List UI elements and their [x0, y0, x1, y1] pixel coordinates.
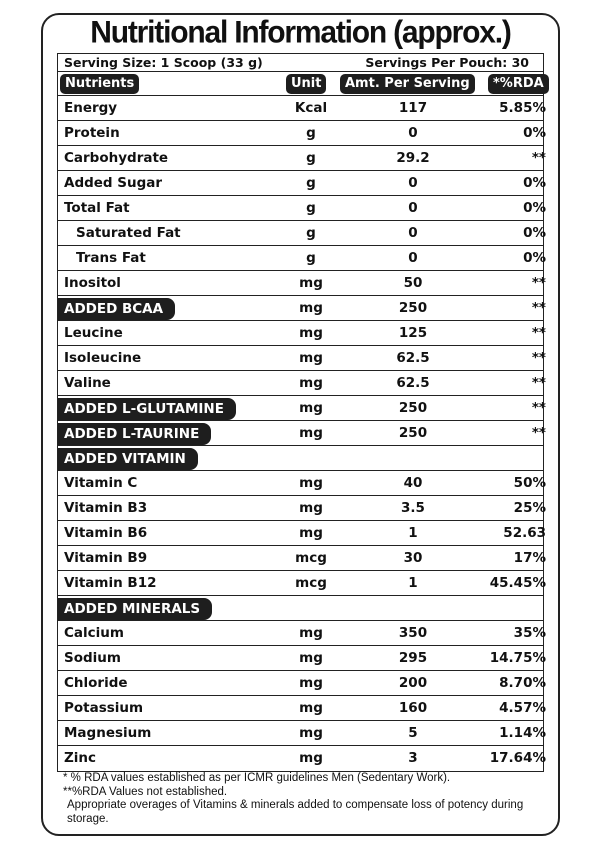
nutrient-amount: 0 — [408, 225, 418, 241]
nutrient-unit: mg — [299, 700, 323, 716]
table-row — [58, 546, 546, 571]
nutrient-rda: 52.63 — [503, 525, 546, 541]
table-row — [58, 746, 546, 771]
nutrient-amount: 117 — [398, 100, 428, 116]
nutrient-amount: 3 — [408, 750, 418, 766]
nutrient-unit: mg — [299, 500, 323, 516]
table-row — [58, 346, 546, 371]
nutrient-amount: 250 — [398, 425, 428, 441]
nutrient-amount: 30 — [403, 550, 423, 566]
nutrient-name: Added Sugar — [64, 175, 163, 191]
nutrient-unit: mg — [299, 650, 323, 666]
nutrient-rda: 45.45% — [489, 575, 546, 591]
section-row — [58, 396, 546, 421]
table-body — [58, 96, 546, 771]
nutrient-amount: 3.5 — [401, 500, 425, 516]
nutrient-amount: 29.2 — [396, 150, 430, 166]
nutrient-rda: ** — [531, 400, 546, 416]
nutrient-rda: 35% — [513, 625, 546, 641]
nutrient-unit: g — [306, 125, 316, 141]
nutrient-name: Sodium — [64, 650, 121, 666]
table-row — [58, 371, 546, 396]
nutrition-label — [41, 13, 560, 836]
table-row — [58, 721, 546, 746]
nutrient-name: Vitamin C — [64, 475, 138, 491]
table-row — [58, 521, 546, 546]
nutrient-unit: mg — [299, 350, 323, 366]
nutrient-name: Trans Fat — [76, 250, 146, 266]
nutrient-amount: 295 — [398, 650, 428, 666]
header-amount: Amt. Per Serving — [340, 74, 475, 94]
table-row — [58, 671, 546, 696]
nutrient-rda: ** — [531, 425, 546, 441]
nutrient-amount: 40 — [403, 475, 423, 491]
nutrient-unit: g — [306, 225, 316, 241]
header-rda: *%RDA — [488, 74, 549, 94]
nutrient-name: Inositol — [64, 275, 121, 291]
nutrient-name: Vitamin B12 — [64, 575, 157, 591]
nutrient-unit: mg — [299, 525, 323, 541]
section-label: ADDED L-GLUTAMINE — [58, 398, 236, 420]
table-row — [58, 246, 546, 271]
section-row — [58, 421, 546, 446]
nutrient-unit: mg — [299, 725, 323, 741]
header-unit: Unit — [286, 74, 326, 94]
table-row — [58, 646, 546, 671]
nutrient-name: Total Fat — [64, 200, 130, 216]
nutrient-rda: 17.64% — [489, 750, 546, 766]
nutrient-amount: 250 — [398, 300, 428, 316]
nutrient-unit: mg — [299, 300, 323, 316]
footnote-rda: * % RDA values established as per ICMR guidelines Men (Sedentary Work). — [63, 772, 451, 784]
nutrient-rda: 0% — [523, 250, 546, 266]
nutrient-name: Vitamin B6 — [64, 525, 148, 541]
section-row — [58, 446, 543, 471]
table-row — [58, 146, 546, 171]
nutrient-rda: 0% — [523, 200, 546, 216]
nutrient-unit: Kcal — [294, 100, 328, 116]
section-row — [58, 296, 546, 321]
nutrient-name: Vitamin B3 — [64, 500, 148, 516]
nutrient-rda: 25% — [513, 500, 546, 516]
nutrient-amount: 50 — [403, 275, 423, 291]
nutrient-name: Valine — [64, 375, 111, 391]
nutrient-amount: 200 — [398, 675, 428, 691]
section-label: ADDED BCAA — [58, 298, 175, 320]
nutrient-amount: 62.5 — [396, 350, 430, 366]
serving-info — [58, 54, 543, 72]
table-row — [58, 321, 546, 346]
table-header — [58, 72, 543, 96]
nutrient-rda: 5.85% — [499, 100, 546, 116]
table-row — [58, 221, 546, 246]
table-row — [58, 121, 546, 146]
nutrient-amount: 1 — [408, 525, 418, 541]
table-row — [58, 571, 546, 596]
nutrient-name: Zinc — [64, 750, 97, 766]
table-row — [58, 171, 546, 196]
nutrient-name: Potassium — [64, 700, 144, 716]
nutrient-amount: 0 — [408, 200, 418, 216]
nutrient-amount: 125 — [398, 325, 428, 341]
nutrient-amount: 0 — [408, 125, 418, 141]
section-row — [58, 596, 543, 621]
nutrient-rda: 1.14% — [499, 725, 546, 741]
table-row — [58, 696, 546, 721]
nutrient-unit: mg — [299, 375, 323, 391]
nutrient-amount: 5 — [408, 725, 418, 741]
table-row — [58, 196, 546, 221]
nutrient-unit: g — [306, 250, 316, 266]
nutrient-amount: 0 — [408, 250, 418, 266]
nutrient-unit: mg — [299, 325, 323, 341]
nutrient-rda: ** — [531, 325, 546, 341]
nutrient-unit: mg — [299, 275, 323, 291]
nutrition-table — [57, 54, 544, 772]
nutrient-name: Magnesium — [64, 725, 152, 741]
table-row — [58, 621, 546, 646]
nutrient-unit: g — [306, 200, 316, 216]
footnotes — [63, 772, 544, 826]
nutrient-name: Chloride — [64, 675, 128, 691]
nutrient-rda: 8.70% — [499, 675, 546, 691]
nutrient-name: Isoleucine — [64, 350, 142, 366]
nutrient-amount: 1 — [408, 575, 418, 591]
label-title: Nutritional Information (approx.) — [90, 15, 511, 50]
nutrient-rda: ** — [531, 375, 546, 391]
nutrient-amount: 62.5 — [396, 375, 430, 391]
nutrient-rda: 4.57% — [499, 700, 546, 716]
nutrient-rda: 50% — [513, 475, 546, 491]
nutrient-unit: g — [306, 175, 316, 191]
nutrient-rda: 14.75% — [489, 650, 546, 666]
section-label: ADDED MINERALS — [58, 598, 212, 620]
nutrient-unit: mg — [299, 475, 323, 491]
nutrient-rda: ** — [531, 275, 546, 291]
footnote-overages: Appropriate overages of Vitamins & minerals added to compensate loss of potency during storage. — [67, 799, 524, 825]
nutrient-name: Carbohydrate — [64, 150, 169, 166]
nutrient-rda: ** — [531, 300, 546, 316]
footnote-not-established: **%RDA Values not established. — [63, 785, 228, 798]
nutrient-unit: mg — [299, 625, 323, 641]
nutrient-unit: mcg — [295, 575, 327, 591]
nutrient-name: Vitamin B9 — [64, 550, 148, 566]
nutrient-name: Leucine — [64, 325, 123, 341]
nutrient-rda: ** — [531, 150, 546, 166]
servings-per-pouch: Servings Per Pouch: 30 — [365, 55, 529, 70]
table-row — [58, 271, 546, 296]
nutrient-rda: 17% — [513, 550, 546, 566]
nutrient-amount: 350 — [398, 625, 428, 641]
nutrient-amount: 160 — [398, 700, 428, 716]
section-label: ADDED L-TAURINE — [58, 423, 211, 445]
nutrient-amount: 0 — [408, 175, 418, 191]
nutrient-unit: mg — [299, 425, 323, 441]
nutrient-amount: 250 — [398, 400, 428, 416]
nutrient-unit: mcg — [295, 550, 327, 566]
nutrient-name: Energy — [64, 100, 118, 116]
nutrient-rda: ** — [531, 350, 546, 366]
nutrient-name: Protein — [64, 125, 120, 141]
table-row — [58, 471, 546, 496]
table-row — [58, 96, 546, 121]
nutrient-rda: 0% — [523, 175, 546, 191]
nutrient-rda: 0% — [523, 125, 546, 141]
nutrient-unit: mg — [299, 750, 323, 766]
nutrient-rda: 0% — [523, 225, 546, 241]
nutrient-unit: mg — [299, 675, 323, 691]
section-label: ADDED VITAMIN — [58, 448, 198, 470]
nutrient-name: Saturated Fat — [76, 225, 181, 241]
nutrient-name: Calcium — [64, 625, 124, 641]
nutrient-unit: g — [306, 150, 316, 166]
nutrient-unit: mg — [299, 400, 323, 416]
header-nutrients: Nutrients — [60, 74, 139, 94]
serving-size: Serving Size: 1 Scoop (33 g) — [64, 55, 263, 70]
table-row — [58, 496, 546, 521]
